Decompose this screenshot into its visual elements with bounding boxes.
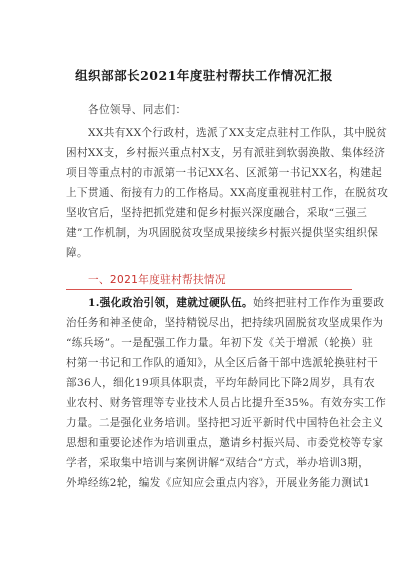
body-line: 学者，采取集中培训与案例讲解“双结合”方式，举办培训3期， [66, 457, 370, 469]
body-line: “练兵场”。一是配强工作力量。年初下发《关于增派（轮换）驻 [66, 337, 374, 349]
body-line: 思想和重要论述作为培训重点，邀请乡村振兴局、市委党校等专家 [66, 437, 384, 449]
intro-line: 上下贯通、衔接有力的工作格局。XX高度重视驻村工作，在脱贫攻 [66, 187, 389, 199]
body-line: 外埠经练2轮，编发《应知应会重点内容》，开展业务能力测试1 [66, 477, 371, 489]
subsection-text: 始终把驻村工作作为重要政 [252, 297, 385, 309]
body-line: 村第一书记和工作队的通知》，从全区后备干部中选派轮换驻村干 [66, 357, 379, 369]
body-line: 治任务和神圣使命，坚持精锐尽出，把持续巩固脱贫攻坚成果作为 [66, 317, 384, 329]
body-line: 力量。二是强化业务培训。坚持把习近平新时代中国特色社会主义 [66, 417, 384, 429]
greeting: 各位领导、同志们： [88, 104, 187, 116]
intro-line: 建”工作机制，为巩固脱贫攻坚成果接续乡村振兴提供坚实组织保 [66, 227, 379, 239]
subsection-first-line [88, 296, 385, 310]
intro-line: 项目等重点村的市派第一书记XX名、区派第一书记XX名，构建起 [66, 167, 383, 179]
body-line: 部36人，细化19项具体职责，平均年龄同比下降2周岁，具有农 [66, 377, 376, 389]
body-line: 业农村、财务管理等专业技术人员占比提升至35%。有效夯实工作 [66, 397, 387, 409]
subsection-title: 1.强化政治引领，建就过硬队伍。 [88, 297, 253, 309]
section-heading: 一、2021年度驻村帮扶情况 [88, 274, 226, 286]
document-title: 组织部部长2021年度驻村帮扶工作情况汇报 [75, 68, 333, 83]
intro-line: 困村XX支，乡村振兴重点村X支，另有派驻到软弱涣散、集体经济 [66, 147, 386, 159]
intro-line: 坚收官后，坚持把抓党建和促乡村振兴深度融合，采取“三强三 [66, 207, 368, 219]
intro-line: 障。 [66, 247, 88, 259]
intro-line: XX共有XX个行政村，选派了XX支定点驻村工作队，其中脱贫 [88, 127, 388, 139]
